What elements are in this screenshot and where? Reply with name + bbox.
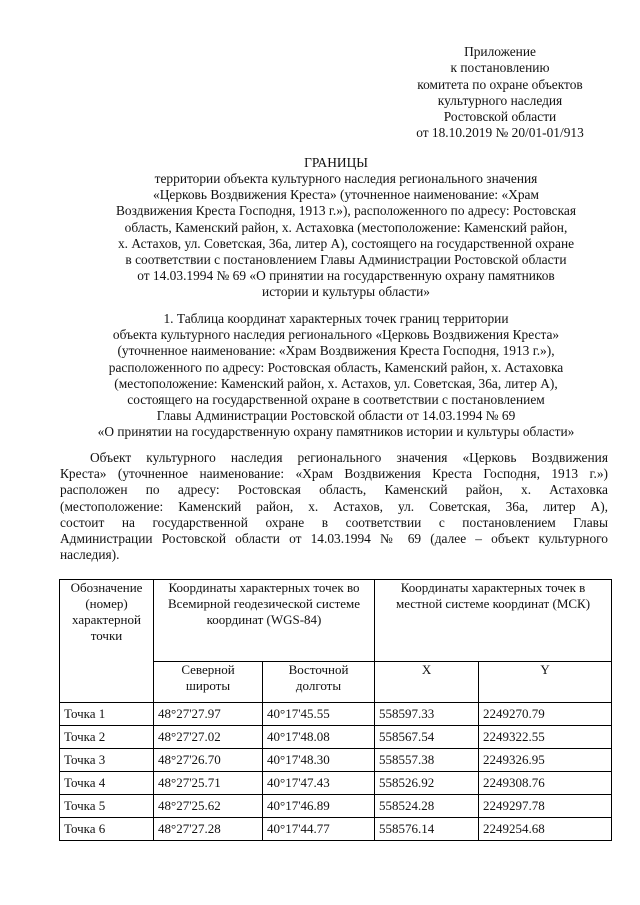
cell-lat: 48°27'27.02	[154, 726, 263, 749]
paragraph-line: Администрации Ростовской области от 14.03.1994 № 69 (далее – объект культурного	[60, 531, 608, 547]
cell-x: 558526.92	[375, 772, 479, 795]
cell-lon: 40°17'44.77	[263, 818, 375, 841]
cell-lat: 48°27'26.70	[154, 749, 263, 772]
section-line: 1. Таблица координат характерных точек границ территории	[163, 311, 509, 326]
header-wgs: Координаты характерных точек во Всемирной геодезической системе координат (WGS-84)	[154, 580, 375, 662]
paragraph-line: Объект культурного наследия регионального значения «Церковь Воздвижения	[90, 450, 608, 465]
cell-point: Точка 6	[60, 818, 154, 841]
cell-point: Точка 2	[60, 726, 154, 749]
table-row	[60, 749, 612, 772]
cell-x: 558576.14	[375, 818, 479, 841]
cell-x: 558524.28	[375, 795, 479, 818]
appendix-line: к постановлению	[450, 60, 550, 76]
table-row	[60, 726, 612, 749]
cell-point: Точка 4	[60, 772, 154, 795]
cell-y: 2249308.76	[479, 772, 612, 795]
cell-lat: 48°27'27.97	[154, 703, 263, 726]
cell-y: 2249297.78	[479, 795, 612, 818]
cell-lat: 48°27'25.71	[154, 772, 263, 795]
section-line: расположенного по адресу: Ростовская область, Каменский район, х. Астаховка	[108, 359, 564, 375]
cell-y: 2249322.55	[479, 726, 612, 749]
section-line: (уточненное наименование: «Храм Воздвижения Креста Господня, 1913 г.»),	[117, 343, 555, 359]
section-line: (местоположение: Каменский район, х. Астахов, ул. Советская, 36а, литер А),	[114, 375, 558, 391]
cell-x: 558597.33	[375, 703, 479, 726]
subtitle-line: Воздвижения Креста Господня, 1913 г.»), расположенного по адресу: Ростовская	[115, 203, 577, 219]
section-line: объекта культурного наследия регионального «Церковь Воздвижения Креста»	[112, 327, 560, 343]
header-msk: Координаты характерных точек в местной системе координат (МСК)	[375, 580, 612, 662]
header-east: Восточной долготы	[263, 662, 375, 703]
cell-point: Точка 3	[60, 749, 154, 772]
table-row	[60, 703, 612, 726]
cell-x: 558567.54	[375, 726, 479, 749]
section-heading	[46, 311, 626, 441]
cell-lat: 48°27'27.28	[154, 818, 263, 841]
cell-lon: 40°17'48.30	[263, 749, 375, 772]
cell-point: Точка 1	[60, 703, 154, 726]
subtitle-line: область, Каменский район, х. Астаховка (местоположение: Каменский район,	[124, 219, 568, 235]
section-line: Главы Администрации Ростовской области от 14.03.1994 № 69	[156, 408, 516, 424]
cell-lon: 40°17'48.08	[263, 726, 375, 749]
subtitle-line: «Церковь Воздвижения Креста» (уточненное наименование: «Храм	[153, 187, 539, 203]
paragraph-line: (местоположение: Каменский район, х. Астахов, ул. Советская, 36а, литер А),	[60, 498, 608, 514]
section-line: «О принятии на государственную охрану памятников истории и культуры области»	[97, 424, 575, 440]
document-title: ГРАНИЦЫ	[304, 155, 368, 170]
header-point: Обозначение (номер) характерной точки	[60, 580, 154, 703]
paragraph-line: наследия).	[60, 547, 120, 563]
cell-y: 2249270.79	[479, 703, 612, 726]
subtitle-line: территории объекта культурного наследия регионального значения	[154, 171, 538, 186]
appendix-line: Приложение	[464, 44, 536, 59]
subtitle-line: от 14.03.1994 № 69 «О принятии на государственную охрану памятников	[137, 268, 555, 284]
cell-x: 558557.38	[375, 749, 479, 772]
subtitle-line: х. Астахов, ул. Советская, 36а, литер А), состоящего на государственной охране	[117, 235, 575, 251]
cell-lon: 40°17'46.89	[263, 795, 375, 818]
subtitle-line: истории и культуры области»	[262, 284, 430, 300]
cell-lon: 40°17'47.43	[263, 772, 375, 795]
appendix-line: Ростовской области	[443, 109, 557, 125]
header-north: Северной широты	[154, 662, 263, 703]
header-x: X	[375, 662, 479, 703]
paragraph-line: состоит на государственной охране в соответствии с постановлением Главы	[60, 514, 608, 530]
cell-y: 2249254.68	[479, 818, 612, 841]
cell-y: 2249326.95	[479, 749, 612, 772]
paragraph-line: Креста» (уточненное наименование: «Храм Воздвижения Креста Господня, 1913 г.»)	[60, 466, 608, 482]
section-line: состоящего на государственной охране в соответствии с постановлением	[127, 392, 545, 408]
cell-point: Точка 5	[60, 795, 154, 818]
document-subtitle	[66, 171, 626, 301]
header-y: Y	[479, 662, 612, 703]
table-row	[60, 795, 612, 818]
body-paragraph	[60, 450, 608, 563]
coordinates-table	[59, 579, 612, 841]
table-row	[60, 818, 612, 841]
paragraph-line: расположен по адресу: Ростовская область, Каменский район, х. Астаховка	[60, 482, 608, 498]
cell-lon: 40°17'45.55	[263, 703, 375, 726]
appendix-line: культурного наследия	[437, 92, 563, 108]
appendix-header	[400, 44, 600, 142]
table-row	[60, 772, 612, 795]
appendix-line: от 18.10.2019 № 20/01-01/913	[416, 125, 584, 141]
appendix-line: комитета по охране объектов	[417, 76, 583, 92]
subtitle-line: в соответствии с постановлением Главы Администрации Ростовской области	[125, 252, 567, 268]
cell-lat: 48°27'25.62	[154, 795, 263, 818]
